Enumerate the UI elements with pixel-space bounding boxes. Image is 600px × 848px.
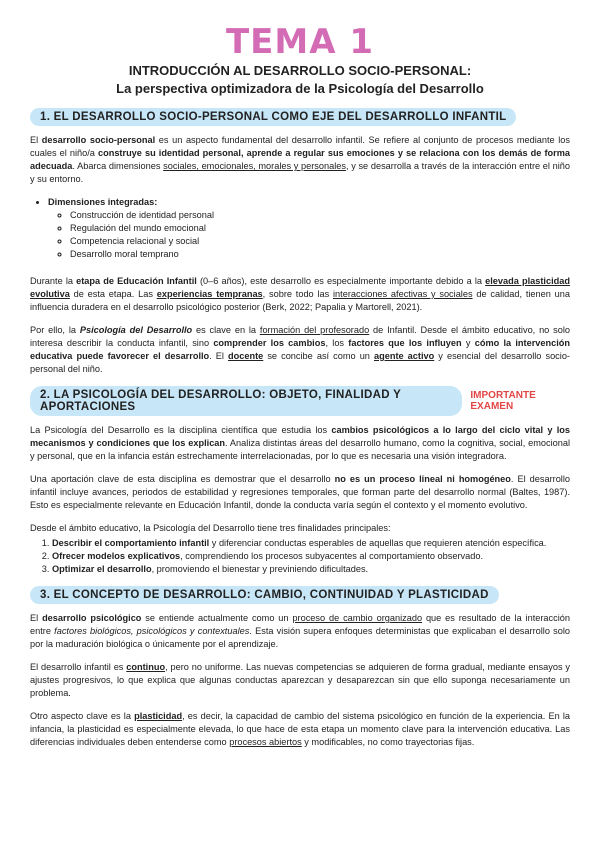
goals-list [30, 537, 570, 576]
section-3-header [30, 586, 570, 604]
exam-important-badge: IMPORTANTE EXAMEN [470, 390, 536, 412]
section-1-header [30, 108, 570, 126]
section-3-paragraph-3: Otro aspecto clave es la plasticidad, es decir, la capacidad de cambio del sistema psicológico en función de la experiencia. En la infancia, la plasticidad es especialmente elevada, lo que hace de esta etapa un momento clave para la intervención educativa. Las diferencias individuales deben entenderse como procesos abiertos y modificables, no como trayectorias fijas. [30, 711, 570, 747]
list-item: ◦ Desarrollo moral temprano [70, 248, 570, 261]
dimensions-list [30, 196, 570, 261]
section-2-header [30, 386, 570, 416]
list-item: 3. Optimizar el desarrollo, promoviendo el bienestar y previniendo dificultades. [52, 563, 570, 576]
dimensions-label: Dimensiones integradas: [48, 197, 158, 207]
section-2-paragraph-2: Una aportación clave de esta disciplina es demostrar que el desarrollo no es un proceso lineal ni homogéneo. El desarrollo infantil incluye avances, periodos de estabilidad y regresiones temporales, que forman parte del desarrollo normal (Baltes, 1987). Esto es especialmente relevante en Educación Infantil, donde la conducta varía según el contexto y el momento evolutivo. [30, 474, 570, 510]
list-item: ◦ Regulación del mundo emocional [70, 222, 570, 235]
list-item: 1. Describir el comportamiento infantil y diferenciar conductas esperables de aquellas que requieren atención específica. [52, 537, 570, 550]
section-1-heading: 1. EL DESARROLLO SOCIO-PERSONAL COMO EJE DEL DESARROLLO INFANTIL [30, 108, 516, 126]
section-1-paragraph-1: El desarrollo socio-personal es un aspecto fundamental del desarrollo infantil. Se refiere al conjunto de procesos mediante los cuales el niño/a construye su identidad personal, aprende a regular sus emociones y se relaciona con los demás de forma adecuada. Abarca dimensiones sociales, emocionales, morales y personales, y se desarrolla a través de la interacción entre el niño y su entorno. [30, 135, 570, 184]
subtitle-line-1: INTRODUCCIÓN AL DESARROLLO SOCIO-PERSONAL: [128, 63, 472, 78]
section-3-paragraph-1: El desarrollo psicológico se entiende actualmente como un proceso de cambio organizado que es resultado de la interacción entre factores biológicos, psicológicos y contextuales. Esta visión supera enfoques deterministas que explicaban el desarrollo solo por la maduración biológica o únicamente por el aprendizaje. [30, 613, 571, 649]
section-2-heading: 2. LA PSICOLOGÍA DEL DESARROLLO: OBJETO, FINALIDAD Y APORTACIONES [30, 386, 462, 416]
list-item: 2. Ofrecer modelos explicativos, comprendiendo los procesos subyacentes al comportamiento observado. [52, 550, 570, 563]
page-title: TEMA 1 [225, 22, 375, 62]
section-2-paragraph-3: Desde el ámbito educativo, la Psicología del Desarrollo tiene tres finalidades principales: [30, 523, 391, 533]
list-item: ◦ Competencia relacional y social [70, 235, 570, 248]
section-2-paragraph-1: La Psicología del Desarrollo es la disciplina científica que estudia los cambios psicológicos a lo largo del ciclo vital y los mecanismos y condiciones que los explican. Analiza distintas áreas del desarrollo humano, como la cognitiva, social, emocional y personal, que en la infancia están estrechamente interrelacionadas, por lo que es necesaria una visión integradora. [30, 425, 570, 461]
section-1-paragraph-2: Durante la etapa de Educación Infantil (0–6 años), este desarrollo es especialmente importante debido a la elevada plasticidad evolutiva de esta etapa. Las experiencias tempranas, sobre todo las interacciones afectivas y sociales de calidad, tienen una influencia duradera en el desarrollo psicológico posterior (Berk, 2022; Papalia y Martorell, 2021). [30, 276, 570, 312]
section-3-heading: 3. EL CONCEPTO DE DESARROLLO: CAMBIO, CONTINUIDAD Y PLASTICIDAD [30, 586, 499, 604]
list-item: ◦ Construcción de identidad personal [70, 209, 570, 222]
section-3-paragraph-2: El desarrollo infantil es continuo, pero no uniforme. Las nuevas competencias se adquieren de forma gradual, mediante ensayos y ajustes progresivos, lo que explica que algunas conductas aparezcan y desaparezcan sin que ello suponga necesariamente un problema. [30, 662, 571, 698]
subtitle-line-2: La perspectiva optimizadora de la Psicología del Desarrollo [116, 81, 484, 96]
section-1-paragraph-3: Por ello, la Psicología del Desarrollo es clave en la formación del profesorado de Infantil. Desde el ámbito educativo, no solo interesa describir la conducta infantil, sino comprender los cambios, los factores que los influyen y cómo la intervención educativa puede favorecer el desarrollo. El docente se concibe así como un agente activo y esencial del desarrollo socio-personal del niño. [30, 325, 571, 374]
